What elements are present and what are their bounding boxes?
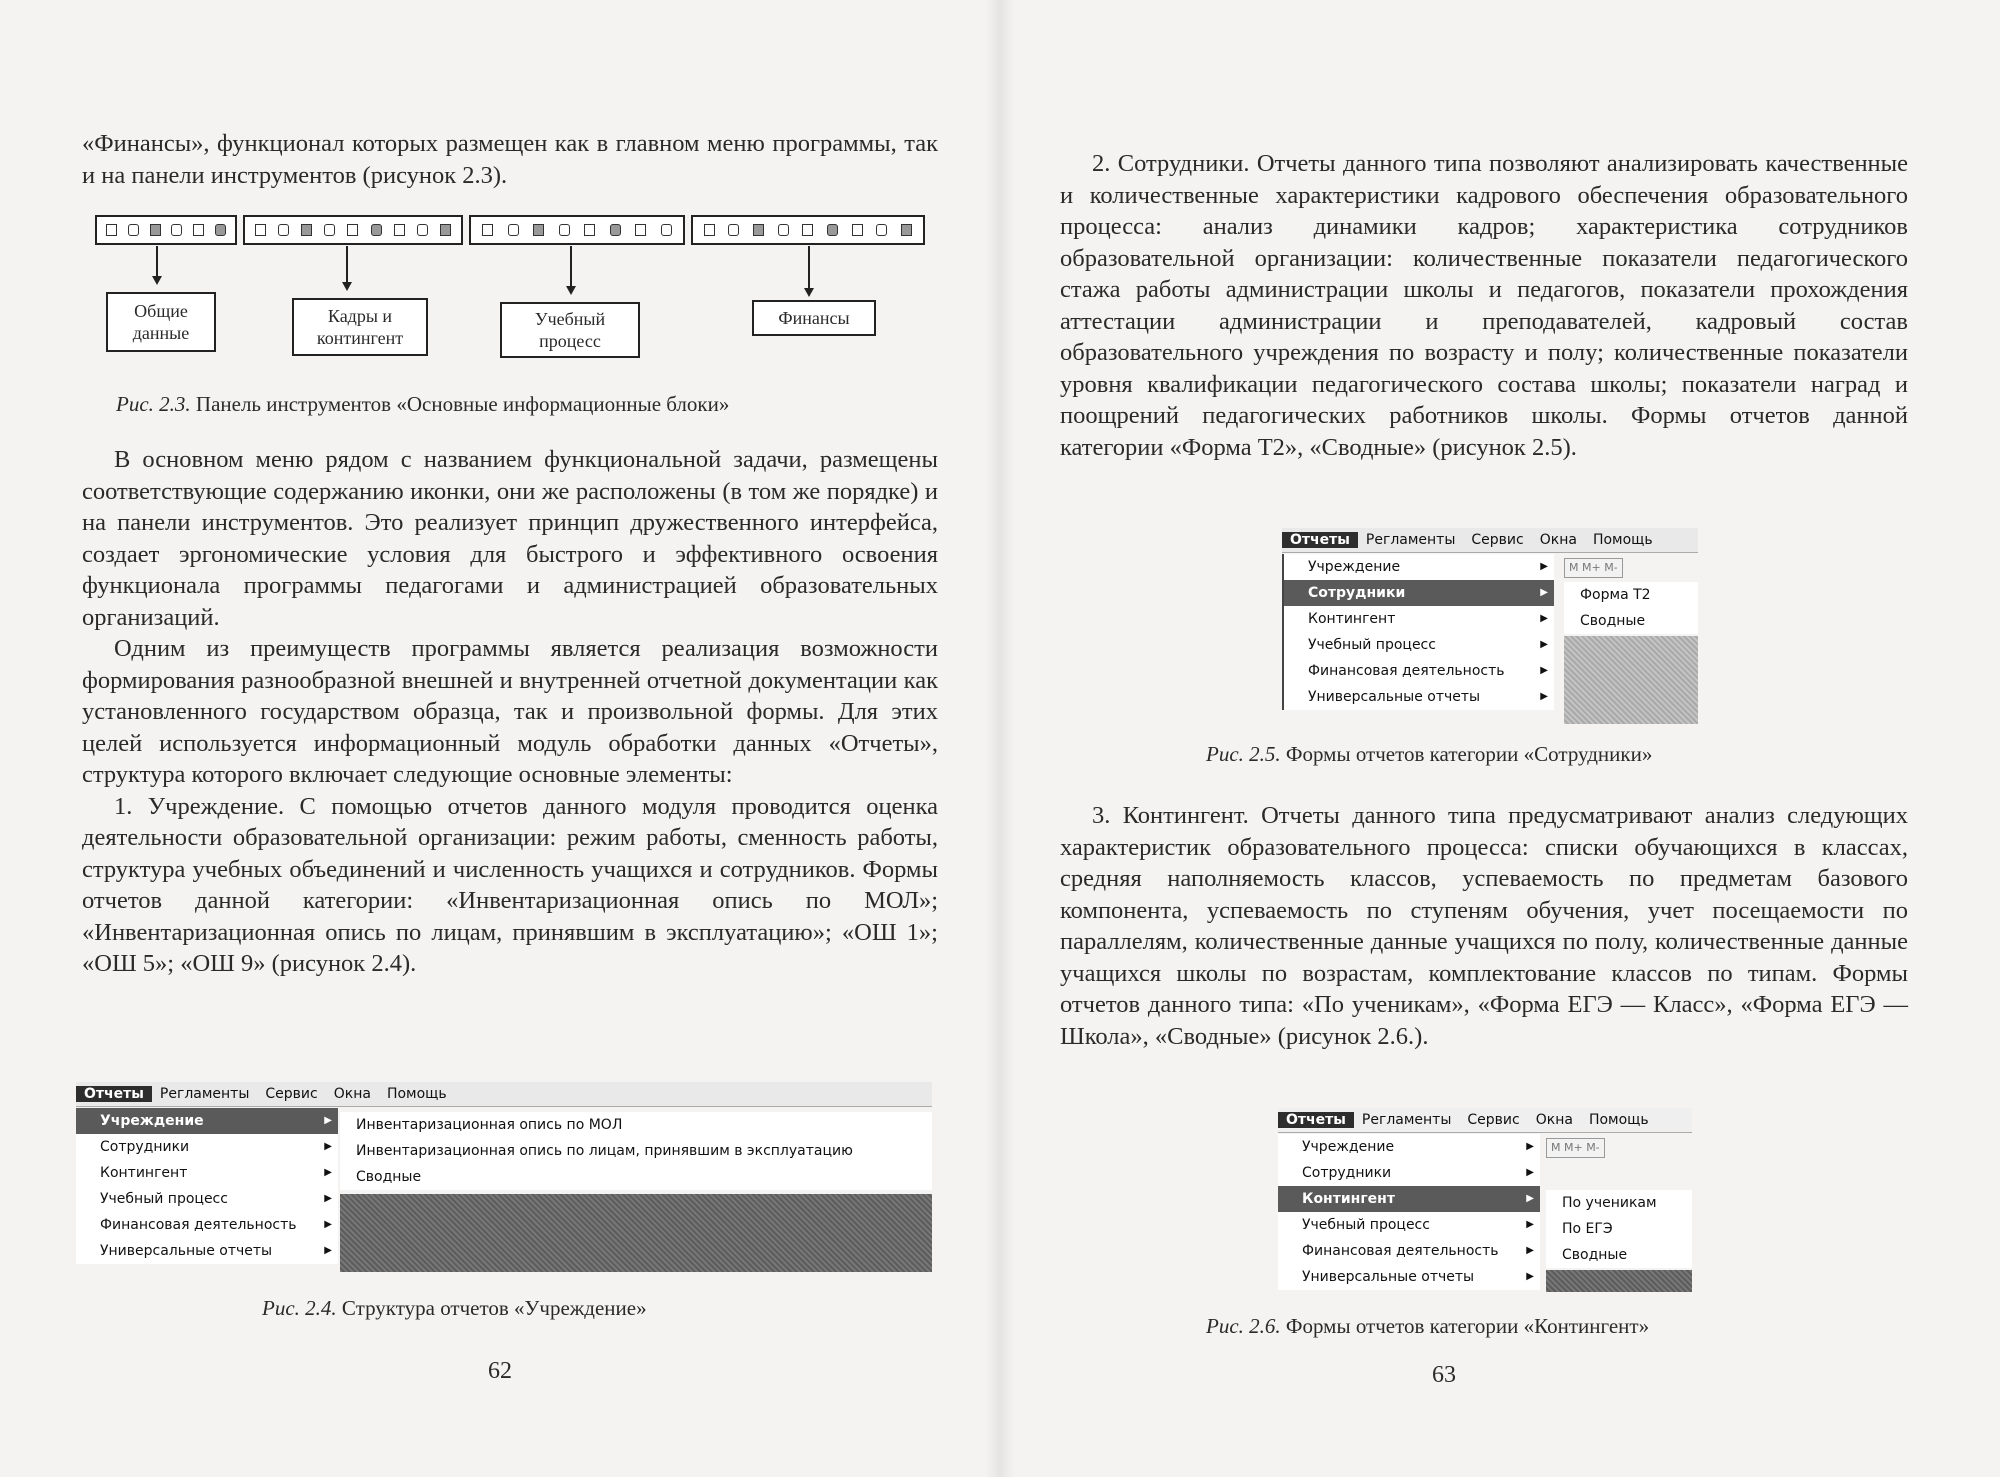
menu-windows[interactable]: Окна	[1539, 532, 1577, 548]
background-area	[340, 1194, 932, 1272]
toolbar-icon	[193, 224, 204, 236]
page-number-left: 62	[488, 1358, 512, 1384]
menu-item-learning-process[interactable]: Учебный процесс ▶	[1278, 1212, 1540, 1238]
submenu-arrow-icon: ▶	[1540, 691, 1548, 702]
submenu-arrow-icon: ▶	[1526, 1271, 1534, 1282]
connector-line	[156, 246, 158, 278]
menu-item-institution[interactable]: Учреждение ▶	[1278, 1134, 1540, 1160]
toolbar-icon	[559, 224, 570, 236]
menu-bar	[1278, 1108, 1692, 1133]
toolbar-icon	[347, 224, 358, 236]
memory-buttons[interactable]: M M+ M-	[1546, 1138, 1605, 1158]
figure-2-6-screenshot	[1278, 1108, 1692, 1292]
connector-line	[808, 246, 810, 290]
toolbar-icon	[827, 224, 838, 236]
paragraph: 2. Сотрудники. Отчеты данного типа позволяют анализировать качественные и количественные характеристики кадрового обеспечения образовательного процесса: анализ динамики кадров; характеристика сотрудников образовательной организации: количественные показатели педагогического стажа работы администрации школы и педагогов, показатели прохождения аттестации администрации и преподавателей, кадровый состав образовательного учреждения по возрасту и полу; количественные показатели уровня квалификации педагогического состава школы; показатели наград и поощрений педагогических работников школы. Формы отчетов данной категории «Форма Т2», «Сводные» (рисунок 2.5).	[1060, 150, 1908, 461]
menu-service[interactable]: Сервис	[265, 1086, 318, 1102]
toolbar-icon	[106, 224, 117, 236]
toolbar-icon	[635, 224, 646, 236]
menu-item-staff[interactable]: Сотрудники ▶	[1284, 580, 1554, 606]
submenu-item-summary[interactable]: Сводные	[356, 1169, 422, 1185]
submenu-arrow-icon: ▶	[324, 1141, 332, 1152]
submenu-item-inventory-persons[interactable]: Инвентаризационная опись по лицам, принявшим в эксплуатацию	[356, 1143, 853, 1159]
toolbar-icon	[440, 224, 451, 236]
right-body-text-2	[1060, 800, 1908, 1052]
menu-reports[interactable]: Отчеты	[1278, 1112, 1354, 1128]
arrow-down-icon	[342, 282, 352, 291]
submenu-item-by-ege[interactable]: По ЕГЭ	[1562, 1221, 1613, 1237]
toolbar-icon	[255, 224, 266, 236]
menu-item-learning-process[interactable]: Учебный процесс ▶	[1284, 632, 1554, 658]
right-page	[1000, 0, 2000, 1477]
menu-item-universal-reports[interactable]: Универсальные отчеты ▶	[1284, 684, 1554, 710]
submenu-arrow-icon: ▶	[324, 1167, 332, 1178]
menu-item-contingent[interactable]: Контингент ▶	[1284, 606, 1554, 632]
submenu-arrow-icon: ▶	[1540, 587, 1548, 598]
institution-submenu	[340, 1112, 932, 1190]
submenu-item-summary[interactable]: Сводные	[1580, 613, 1646, 629]
reports-dropdown	[1278, 1134, 1540, 1290]
menu-bar	[76, 1082, 932, 1107]
arrow-down-icon	[804, 288, 814, 297]
toolbar-icon	[301, 224, 312, 236]
toolbar-icon	[704, 224, 715, 236]
connector-line	[570, 246, 572, 288]
submenu-arrow-icon: ▶	[1540, 613, 1548, 624]
figure-2-5-caption: Рис. 2.5. Формы отчетов категории «Сотрудники»	[1206, 742, 1653, 766]
paragraph: В основном меню рядом с названием функциональной задачи, размещены соответствующие содержанию иконки, они же расположены (в том же порядке) и на панели инструментов. Это реализует принцип дружественного интерфейса, создает эргономические условия для быстрого и эффективного освоения функционала программы педагогами и администрацией образовательных организаций.	[82, 446, 938, 631]
submenu-arrow-icon: ▶	[1526, 1193, 1534, 1204]
toolbar-icon	[728, 224, 739, 236]
block-staff: Кадры и контингент	[292, 298, 428, 356]
block-general-data: Общие данные	[106, 292, 216, 352]
background-area	[1546, 1270, 1692, 1292]
arrow-down-icon	[566, 286, 576, 295]
submenu-arrow-icon: ▶	[324, 1245, 332, 1256]
toolbar-icon	[876, 224, 887, 236]
toolbar-icon	[901, 224, 912, 236]
submenu-item-inventory-mol[interactable]: Инвентаризационная опись по МОЛ	[356, 1117, 623, 1133]
submenu-arrow-icon: ▶	[324, 1219, 332, 1230]
toolbar-icon	[802, 224, 813, 236]
paragraph: 1. Учреждение. С помощью отчетов данного модуля проводится оценка деятельности образовательной организации: режим работы, сменность работы, структура учебных объединений и численность учащихся и сотрудников. Формы отчетов данной категории: «Инвентаризационная опись по МОЛ»; «Инвентаризационная опись по лицам, принявшим в эксплуатацию»; «ОШ 1»; «ОШ 5»; «ОШ 9» (рисунок 2.4).	[82, 792, 938, 977]
submenu-arrow-icon: ▶	[324, 1115, 332, 1126]
submenu-arrow-icon: ▶	[324, 1193, 332, 1204]
toolbar-icon	[508, 224, 519, 236]
left-body-text	[82, 444, 938, 980]
submenu-arrow-icon: ▶	[1526, 1245, 1534, 1256]
connector-line	[346, 246, 348, 284]
arrow-down-icon	[152, 276, 162, 285]
right-body-text-1	[1060, 148, 1908, 463]
menu-item-financial-activity[interactable]: Финансовая деятельность ▶	[76, 1212, 338, 1238]
submenu-arrow-icon: ▶	[1526, 1219, 1534, 1230]
toolbar-icon	[394, 224, 405, 236]
submenu-item-summary[interactable]: Сводные	[1562, 1247, 1628, 1263]
toolbar-icon	[150, 224, 161, 236]
menu-item-staff[interactable]: Сотрудники ▶	[1278, 1160, 1540, 1186]
toolbar-group-general	[95, 215, 237, 245]
figure-2-4-caption: Рис. 2.4. Структура отчетов «Учреждение»	[262, 1296, 647, 1320]
intro-paragraph: «Финансы», функционал которых размещен как в главном меню программы, так и на панели инструментов (рисунок 2.3).	[82, 130, 938, 189]
menu-item-institution[interactable]: Учреждение ▶	[76, 1108, 338, 1134]
block-finance: Финансы	[752, 300, 876, 336]
figure-2-5-screenshot	[1282, 528, 1698, 724]
figure-2-4-screenshot	[76, 1082, 932, 1272]
menu-item-financial-activity[interactable]: Финансовая деятельность ▶	[1278, 1238, 1540, 1264]
menu-service[interactable]: Сервис	[1471, 532, 1524, 548]
toolbar-icon	[417, 224, 428, 236]
menu-item-contingent[interactable]: Контингент ▶	[1278, 1186, 1540, 1212]
menu-windows[interactable]: Окна	[1535, 1112, 1573, 1128]
menu-item-contingent[interactable]: Контингент ▶	[76, 1160, 338, 1186]
menu-item-institution[interactable]: Учреждение ▶	[1284, 554, 1554, 580]
block-learning-process: Учебный процесс	[500, 302, 640, 358]
toolbar-icon	[278, 224, 289, 236]
toolbar-group-learning	[469, 215, 685, 245]
reports-dropdown	[1282, 554, 1554, 710]
menu-help[interactable]: Помощь	[1588, 1112, 1649, 1128]
toolbar-group-finance	[691, 215, 925, 245]
toolbar-icon	[661, 224, 672, 236]
menu-help[interactable]: Помощь	[386, 1086, 447, 1102]
toolbar-icon	[171, 224, 182, 236]
menu-regulations[interactable]: Регламенты	[1361, 1112, 1452, 1128]
submenu-arrow-icon: ▶	[1540, 639, 1548, 650]
memory-buttons[interactable]: M M+ M-	[1564, 558, 1623, 578]
staff-submenu	[1564, 582, 1698, 634]
menu-regulations[interactable]: Регламенты	[159, 1086, 250, 1102]
submenu-arrow-icon: ▶	[1540, 561, 1548, 572]
paragraph: Одним из преимуществ программы является реализация возможности формирования разнообразной внешней и внутренней отчетной документации как установленного государством образца, так и произвольной формы. Для этих целей используется информационный модуль обработки данных «Отчеты», структура которого включает следующие основные элементы:	[82, 635, 938, 788]
toolbar-icon	[533, 224, 544, 236]
toolbar-icon	[778, 224, 789, 236]
page-number-right: 63	[1432, 1362, 1456, 1388]
toolbar-icon	[324, 224, 335, 236]
menu-regulations[interactable]: Регламенты	[1365, 532, 1456, 548]
menu-service[interactable]: Сервис	[1467, 1112, 1520, 1128]
menu-help[interactable]: Помощь	[1592, 532, 1653, 548]
toolbar-icon	[610, 224, 621, 236]
menu-item-staff[interactable]: Сотрудники ▶	[76, 1134, 338, 1160]
reports-dropdown	[76, 1108, 338, 1264]
menu-windows[interactable]: Окна	[333, 1086, 371, 1102]
menu-reports[interactable]: Отчеты	[1282, 532, 1358, 548]
toolbar-icon	[584, 224, 595, 236]
submenu-item-by-students[interactable]: По ученикам	[1562, 1195, 1657, 1211]
figure-2-6-caption: Рис. 2.6. Формы отчетов категории «Контингент»	[1206, 1314, 1650, 1338]
toolbar-icon	[371, 224, 382, 236]
toolbar-icon	[215, 224, 226, 236]
submenu-arrow-icon: ▶	[1540, 665, 1548, 676]
submenu-arrow-icon: ▶	[1526, 1167, 1534, 1178]
menu-bar	[1282, 528, 1698, 553]
menu-item-financial-activity[interactable]: Финансовая деятельность ▶	[1284, 658, 1554, 684]
contingent-submenu	[1546, 1190, 1692, 1268]
paragraph: 3. Контингент. Отчеты данного типа предусматривают анализ следующих характеристик образовательного процесса: списки обучающихся в классах, средняя наполняемость классов, успеваемость по предметам базового компонента, успеваемость по ступеням обучения, учет посещаемости по параллелям, количественные данные учащихся по полу, количественные данные учащихся школы по возрастам, комплектование классов по типам. Формы отчетов данного типа: «По ученикам», «Форма ЕГЭ — Класс», «Форма ЕГЭ — Школа», «Сводные» (рисунок 2.6.).	[1060, 802, 1908, 1050]
toolbar-icon	[482, 224, 493, 236]
background-area	[1564, 636, 1698, 724]
toolbar-icon	[753, 224, 764, 236]
figure-2-3-caption: Рис. 2.3. Панель инструментов «Основные информационные блоки»	[116, 392, 730, 416]
toolbar-group-staff	[243, 215, 463, 245]
menu-item-universal-reports[interactable]: Универсальные отчеты ▶	[76, 1238, 338, 1264]
submenu-arrow-icon: ▶	[1526, 1141, 1534, 1152]
menu-reports[interactable]: Отчеты	[76, 1086, 152, 1102]
submenu-item-form-t2[interactable]: Форма Т2	[1580, 587, 1651, 603]
toolbar-icon	[128, 224, 139, 236]
menu-item-universal-reports[interactable]: Универсальные отчеты ▶	[1278, 1264, 1540, 1290]
menu-item-learning-process[interactable]: Учебный процесс ▶	[76, 1186, 338, 1212]
toolbar-icon	[852, 224, 863, 236]
